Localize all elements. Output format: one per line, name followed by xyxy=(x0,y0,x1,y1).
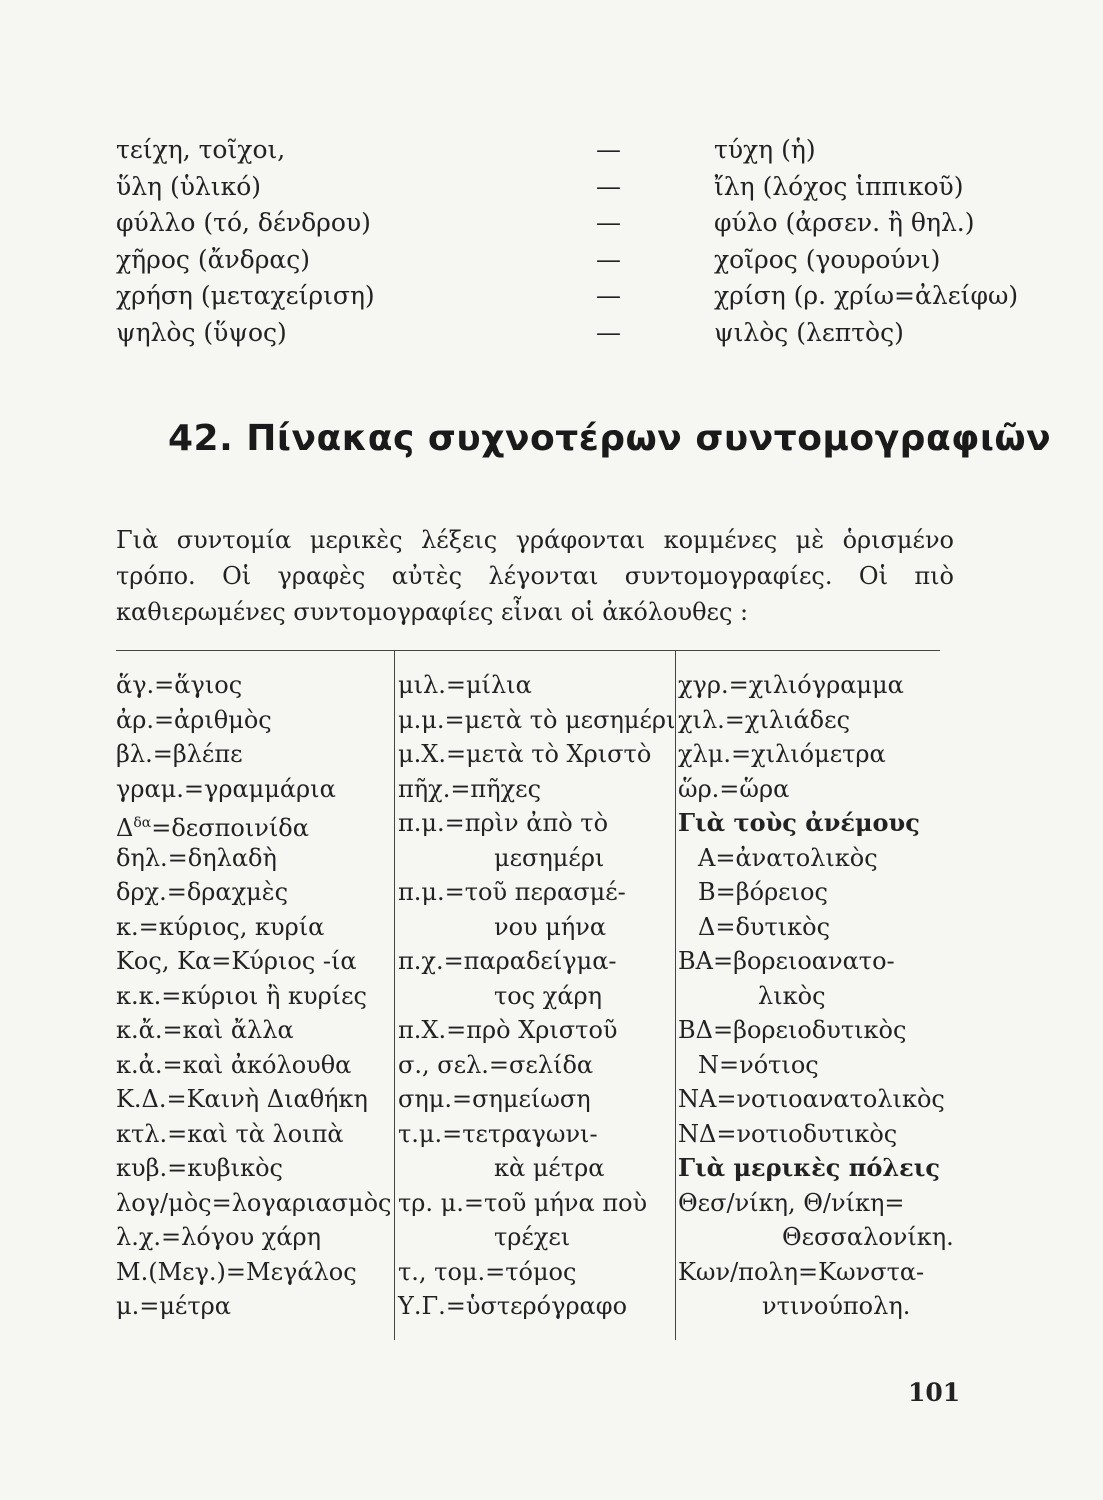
pair-dash: — xyxy=(596,281,621,310)
pair-dash: — xyxy=(596,135,621,164)
group-heading: Γιὰ μερικὲς πόλεις xyxy=(678,1153,940,1182)
abbreviation-entry: κ.=κύριος, κυρία xyxy=(116,912,325,941)
pair-left-word: φύλλο (τό, δένδρου) xyxy=(116,208,371,237)
homophone-pairs xyxy=(116,132,1019,351)
abbreviation-entry: π.μ.=πρὶν ἀπὸ τὸ xyxy=(398,809,609,837)
pair-left-word: ψηλὸς (ὕψος) xyxy=(116,317,287,347)
abbreviation-entry: σ., σελ.=σελίδα xyxy=(398,1050,594,1079)
abbreviation-entry: ἀρ.=ἀριθμὸς xyxy=(116,705,272,734)
pair-right-word: ἴλη (λόχος ἱππικοῦ) xyxy=(714,171,964,201)
abbreviation-entry: χλμ.=χιλιόμετρα xyxy=(678,740,886,768)
abbreviation-entry: Β=βόρειος xyxy=(698,878,828,906)
table-top-rule xyxy=(116,650,940,651)
abbreviations-column-1 xyxy=(116,668,392,1324)
abbreviation-entry: μ.μ.=μετὰ τὸ μεσημέρι xyxy=(398,705,676,734)
pair-row xyxy=(116,278,1019,315)
abbreviation-entry: π.χ.=παραδείγμα- xyxy=(398,947,617,975)
abbreviation-entry: κτλ.=καὶ τὰ λοιπὰ xyxy=(116,1119,344,1148)
abbreviations-column-3 xyxy=(678,668,954,1324)
abbreviation-entry: πῆχ.=πῆχες xyxy=(398,774,542,803)
pair-left-word: χῆρος (ἄνδρας) xyxy=(116,244,311,274)
abbreviation-entry: Α=ἀνατολικὸς xyxy=(698,843,878,872)
pair-row xyxy=(116,132,956,169)
abbreviation-entry: χιλ.=χιλιάδες xyxy=(678,705,851,734)
abbreviation-entry: ΝΑ=νοτιοανατολικὸς xyxy=(678,1085,945,1113)
abbreviation-entry: σημ.=σημείωση xyxy=(398,1085,591,1113)
abbreviation-entry: τ.μ.=τετραγωνι- xyxy=(398,1119,598,1148)
abbreviation-entry: κὰ μέτρα xyxy=(494,1154,605,1182)
pair-row xyxy=(116,205,975,242)
pair-right-word: χοῖρος (γουρούνι) xyxy=(714,244,941,274)
pair-right-word: ψιλὸς (λεπτὸς) xyxy=(714,317,904,347)
abbreviation-entry: Ν=νότιος xyxy=(698,1050,819,1079)
abbreviation-entry: νου μήνα xyxy=(494,912,607,941)
abbreviation-entry: Κος, Κα=Κύριος -ία xyxy=(116,947,357,975)
abbreviation-entry: τρ. μ.=τοῦ μήνα ποὺ xyxy=(398,1188,648,1217)
pair-dash: — xyxy=(596,208,621,237)
abbreviation-entry: Δ=δυτικὸς xyxy=(698,912,831,941)
abbreviation-entry: ντινούπολη. xyxy=(762,1292,911,1320)
abbreviation-entry: λ.χ.=λόγου χάρη xyxy=(116,1223,322,1251)
abbreviation-entry: π.μ.=τοῦ περασμέ- xyxy=(398,878,626,906)
abbreviations-column-2 xyxy=(398,668,675,1324)
pair-row xyxy=(116,315,956,352)
page-number: 101 xyxy=(908,1378,961,1407)
pair-row xyxy=(116,169,964,206)
abbreviation-entry: Μ.(Μεγ.)=Μεγάλος xyxy=(116,1257,357,1286)
abbreviation-entry: χγρ.=χιλιόγραμμα xyxy=(678,671,904,699)
abbreviation-entry: γραμ.=γραμμάρια xyxy=(116,774,336,803)
group-heading: Γιὰ τοὺς ἀνέμους xyxy=(678,808,920,837)
abbreviation-entry: Κ.Δ.=Καινὴ Διαθήκη xyxy=(116,1085,368,1113)
abbreviation-entry: μιλ.=μίλια xyxy=(398,671,532,699)
column-divider xyxy=(394,650,395,1340)
pair-dash: — xyxy=(596,317,621,347)
pair-dash: — xyxy=(596,244,621,274)
abbreviation-entry: Θεσ/νίκη, Θ/νίκη= xyxy=(678,1188,905,1217)
pair-left-word: τείχη, τοῖχοι, xyxy=(116,135,286,164)
abbreviation-entry: Θεσσαλονίκη. xyxy=(782,1223,954,1251)
abbreviation-entry: λικὸς xyxy=(758,981,826,1010)
pair-right-word: χρίση (ρ. χρίω=ἀλείφω) xyxy=(714,281,1019,310)
abbreviation-entry: δηλ.=δηλαδὴ xyxy=(116,843,277,872)
abbreviation-entry: κ.ἄ.=καὶ ἄλλα xyxy=(116,1016,294,1044)
abbreviation-entry: κ.ἀ.=καὶ ἀκόλουθα xyxy=(116,1050,352,1079)
abbreviation-entry: μ.Χ.=μετὰ τὸ Χριστὸ xyxy=(398,740,652,768)
pair-right-word: τύχη (ἡ) xyxy=(714,135,816,164)
abbreviation-entry: ΝΔ=νοτιοδυτικὸς xyxy=(678,1119,898,1148)
pair-right-word: φύλο (ἀρσεν. ἢ θηλ.) xyxy=(714,208,975,237)
pair-row xyxy=(116,242,956,279)
abbreviation-entry: μεσημέρι xyxy=(494,843,605,872)
abbreviation-entry: Κων/πολη=Κωνστα- xyxy=(678,1257,925,1286)
abbreviation-entry: ὥρ.=ὥρα xyxy=(678,774,790,803)
abbreviation-entry: ΒΑ=βορειοανατο- xyxy=(678,947,895,975)
abbreviation-entry: μ.=μέτρα xyxy=(116,1292,231,1320)
abbreviation-entry: Υ.Γ.=ὑστερόγραφο xyxy=(398,1292,628,1320)
abbreviation-entry: τος χάρη xyxy=(494,981,603,1010)
abbreviation-entry: ΒΔ=βορειοδυτικὸς xyxy=(678,1016,907,1044)
pair-left-word: χρήση (μεταχείριση) xyxy=(116,281,375,310)
pair-dash: — xyxy=(596,171,621,201)
abbreviation-entry: κ.κ.=κύριοι ἢ κυρίες xyxy=(116,981,367,1010)
abbreviation-entry: βλ.=βλέπε xyxy=(116,740,243,768)
abbreviation-entry: τρέχει xyxy=(494,1223,571,1251)
abbreviation-entry: λογ/μὸς=λογαριασμὸς xyxy=(116,1188,392,1217)
section-title: 42. Πίνακας συχνοτέρων συντομογραφιῶν xyxy=(168,418,1052,459)
abbreviation-entry: π.Χ.=πρὸ Χριστοῦ xyxy=(398,1016,618,1044)
intro-paragraph: Γιὰ συντομία μερικὲς λέξεις γράφονται κομμένες μὲ ὁρισμένο τρόπο. Οἱ γραφὲς αὐτὲς λέγονται συντομογραφίες. Οἱ πιὸ καθιερωμένες συντομογραφίες εἶναι οἱ ἀκόλουθες : xyxy=(116,526,954,626)
abbreviation-entry: $\Delta^{\delta\alpha}=\delta\varepsilon\sigma\pi o\iota\nu ί\delta\alpha$ xyxy=(116,814,309,842)
abbreviation-entry: δρχ.=δραχμὲς xyxy=(116,878,289,906)
abbreviation-entry: κυβ.=κυβικὸς xyxy=(116,1154,283,1182)
pair-left-word: ὕλη (ὑλικό) xyxy=(116,171,261,201)
abbreviation-entry: ἅγ.=ἅγιος xyxy=(116,671,243,699)
abbreviation-entry: τ., τομ.=τόμος xyxy=(398,1257,577,1286)
